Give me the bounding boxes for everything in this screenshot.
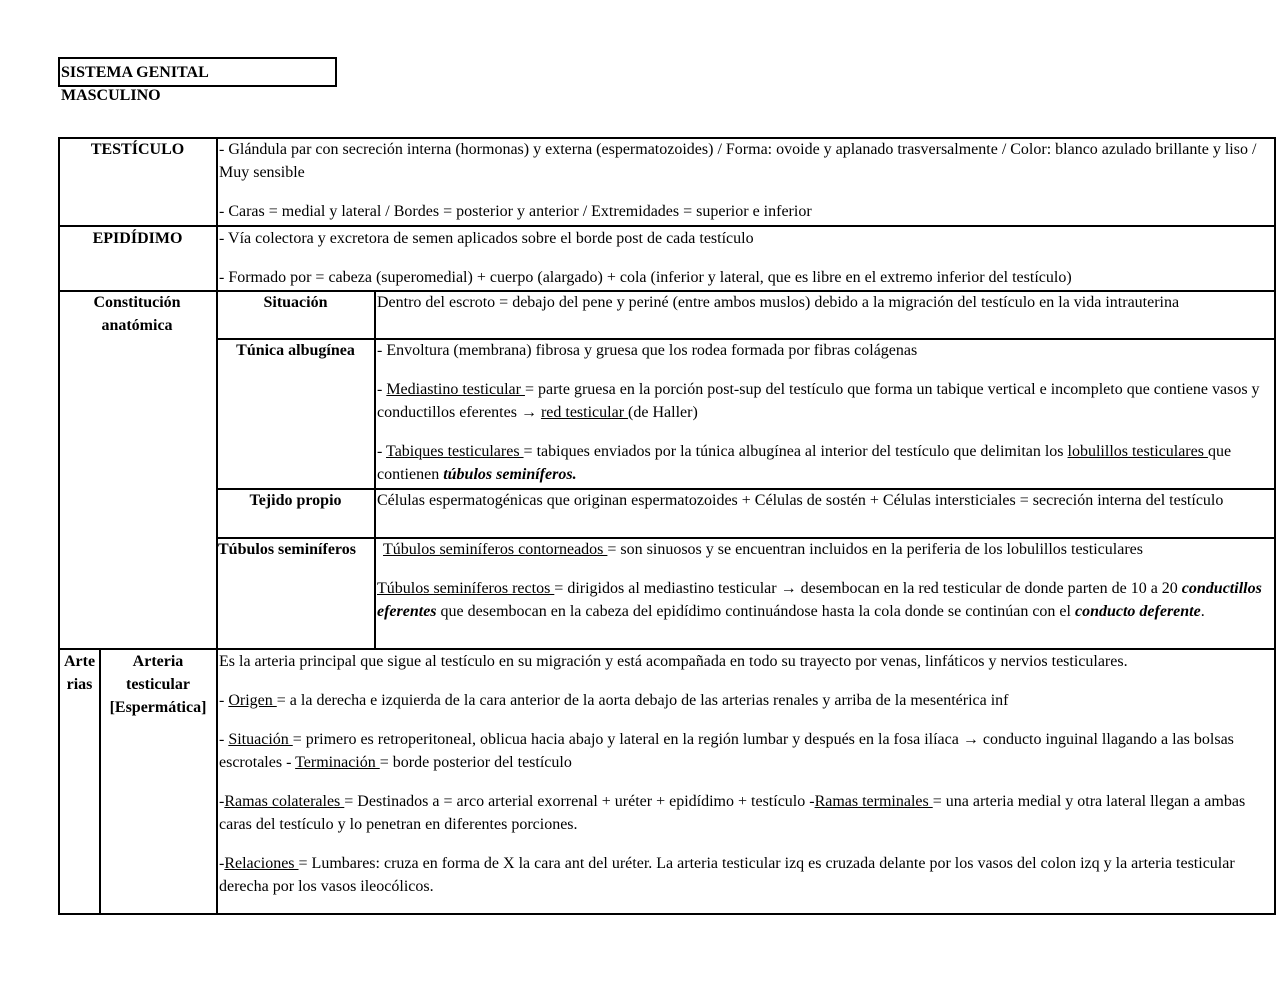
tunica-desc-1: - Envoltura (membrana) fibrosa y gruesa que los rodea formada por fibras colágenas bbox=[377, 342, 918, 359]
ramas-colaterales-term: Ramas colaterales bbox=[224, 793, 345, 810]
tubulos-content bbox=[377, 538, 1272, 623]
testiculo-content bbox=[219, 138, 1273, 223]
origen-term: Origen bbox=[228, 692, 277, 709]
epididimo-desc-2: - Formado por = cabeza (superomedial) + cuerpo (alargado) + cola (inferior y lateral, que es libre en el extremo inferior del testículo) bbox=[219, 269, 1072, 286]
situacion-label: Situación bbox=[263, 294, 328, 311]
arteria-desc-1: Es la arteria principal que sigue al testículo en su migración y está acompañada en todo su trayecto por venas, linfáticos y nervios testiculares. bbox=[219, 653, 1128, 670]
arteria-relaciones: -Relaciones = Lumbares: cruza en forma de X la cara ant del uréter. La arteria testicular izq es cruzada delante por los vasos del colon izq y la arteria testicular derecha por los vasos ileocólicos. bbox=[219, 855, 1235, 895]
testiculo-label: TESTÍCULO bbox=[90, 141, 185, 158]
tubulos-desc-2: Túbulos seminíferos rectos = dirigidos al mediastino testicular → desembocan en la red testicular de donde parten de 10 a 20 conductillos eferentes que desembocan en la cabeza del epidídimo continuándose hasta la cola donde se continúan con el conducto deferente. bbox=[377, 580, 1262, 620]
testiculo-desc-2: - Caras = medial y lateral / Bordes = posterior y anterior / Extremidades = superior e inferior bbox=[219, 203, 812, 220]
arteria-ramas: -Ramas colaterales = Destinados a = arco arterial exorrenal + uréter + epidídimo + testículo -Ramas terminales = una arteria medial y otra lateral llegan a ambas caras del testículo y lo penetran en diferentes porciones. bbox=[219, 793, 1246, 833]
tunica-label: Túnica albugínea bbox=[236, 342, 355, 359]
rectos-term: Túbulos seminíferos rectos bbox=[377, 580, 555, 597]
arteria-content bbox=[219, 650, 1271, 898]
terminacion-term: Terminación bbox=[295, 754, 380, 771]
tubulos-term: túbulos seminíferos. bbox=[443, 466, 577, 483]
arteria-origen: - Origen = a la derecha e izquierda de la cara anterior de la aorta debajo de las arterias renales y arriba de la mesentérica inf bbox=[219, 692, 1009, 709]
lobulillos-term: lobulillos testiculares bbox=[1067, 443, 1208, 460]
epididimo-label: EPIDÍDIMO bbox=[92, 230, 183, 247]
red-testicular-term: red testicular bbox=[540, 404, 629, 421]
tubulos-label: Túbulos seminíferos bbox=[218, 541, 356, 558]
epididimo-desc-1: - Vía colectora y excretora de semen aplicados sobre el borde post de cada testículo bbox=[219, 230, 754, 247]
conducto-deferente-term: conducto deferente bbox=[1074, 603, 1201, 620]
tunica-desc-3: - Tabiques testiculares = tabiques enviados por la túnica albugínea al interior del testículo que delimitan los lobulillos testiculares que contienen túbulos seminíferos. bbox=[377, 443, 1232, 483]
arterias-label: Arterias bbox=[63, 653, 96, 693]
tunica-desc-2: - Mediastino testicular = parte gruesa en la porción post-sup del testículo que forma un tabique vertical e incompleto que contiene vasos y conductillos eferentes → red testicular (de Haller) bbox=[377, 381, 1260, 421]
tubulos-desc-1: Túbulos seminíferos contorneados = son sinuosos y se encuentran incluidos en la periferia de los lobulillos testiculares bbox=[383, 541, 1143, 558]
tabiques-term: Tabiques testiculares bbox=[386, 443, 524, 460]
ramas-terminales-term: Ramas terminales bbox=[814, 793, 933, 810]
relaciones-term: Relaciones bbox=[224, 855, 299, 872]
tunica-content bbox=[377, 339, 1272, 486]
arteria-situacion: - Situación = primero es retroperitoneal, oblicua hacia abajo y lateral en la región lumbar y después en la fosa ilíaca → conducto inguinal llagando a las bolsas escrotales - Terminación = borde posterior del testículo bbox=[219, 731, 1234, 771]
conductillos-term: conductillos eferentes bbox=[377, 580, 1262, 620]
epididimo-content bbox=[219, 227, 1273, 289]
mediastino-term: Mediastino testicular bbox=[386, 381, 525, 398]
page-title: SISTEMA GENITAL MASCULINO bbox=[61, 64, 208, 104]
testiculo-desc-1: - Glándula par con secreción interna (hormonas) y externa (espermatozoides) / Forma: ovoide y aplanado trasversalmente / Color: blanco azulado brillante y liso / Muy sensible bbox=[219, 141, 1257, 181]
constitucion-label: Constitución anatómica bbox=[93, 294, 181, 334]
arteria-testicular-label: Arteria testicular [Espermática] bbox=[109, 653, 207, 716]
tejido-label: Tejido propio bbox=[249, 492, 342, 509]
tejido-text: Células espermatogénicas que originan espermatozoides + Células de sostén + Células intersticiales = secreción interna del testículo bbox=[377, 492, 1224, 509]
contorneados-term: Túbulos seminíferos contorneados bbox=[383, 541, 608, 558]
situacion-text: Dentro del escroto = debajo del pene y periné (entre ambos muslos) debido a la migración del testículo en la vida intrauterina bbox=[377, 294, 1180, 311]
situacion-term: Situación bbox=[228, 731, 293, 748]
